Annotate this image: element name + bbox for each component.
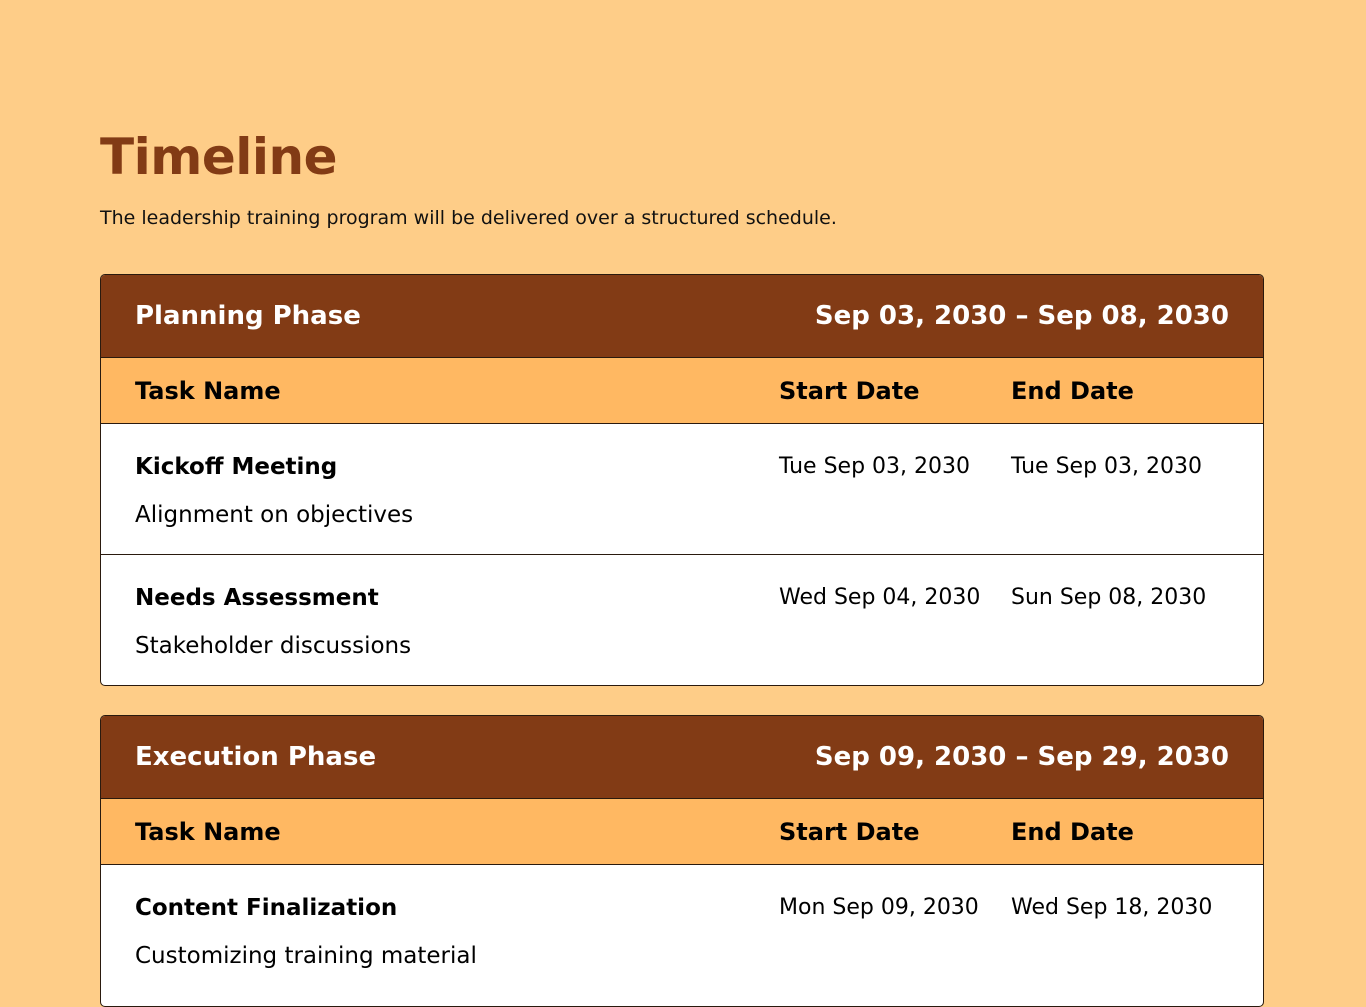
task-start-date: Mon Sep 09, 2030 <box>779 895 979 920</box>
task-end-date: Sun Sep 08, 2030 <box>1011 585 1207 610</box>
phase-name: Execution Phase <box>135 742 377 772</box>
phase-card-execution <box>100 715 1264 1007</box>
task-name: Needs Assessment <box>135 585 379 611</box>
column-header-start-date: Start Date <box>779 376 920 405</box>
phase-header <box>101 275 1263 358</box>
task-description: Alignment on objectives <box>135 502 414 528</box>
column-header-task-name: Task Name <box>135 817 281 846</box>
task-row <box>101 555 1263 685</box>
phase-date-range: Sep 09, 2030 – Sep 29, 2030 <box>814 742 1229 772</box>
task-end-date: Wed Sep 18, 2030 <box>1011 895 1213 920</box>
phase-card-planning <box>100 274 1264 686</box>
task-name: Kickoff Meeting <box>135 454 338 480</box>
column-header-start-date: Start Date <box>779 817 920 846</box>
phase-date-range: Sep 03, 2030 – Sep 08, 2030 <box>814 301 1229 331</box>
column-header-task-name: Task Name <box>135 376 281 405</box>
phase-header <box>101 716 1263 799</box>
page-subtitle: The leadership training program will be delivered over a structured schedule. <box>100 207 837 229</box>
column-header-row <box>101 799 1263 865</box>
task-name: Content Finalization <box>135 895 398 921</box>
task-start-date: Wed Sep 04, 2030 <box>779 585 981 610</box>
column-header-end-date: End Date <box>1011 376 1134 405</box>
phase-name: Planning Phase <box>135 301 361 331</box>
task-end-date: Tue Sep 03, 2030 <box>1011 454 1202 479</box>
task-row <box>101 424 1263 555</box>
page-title: Timeline <box>100 128 338 186</box>
column-header-end-date: End Date <box>1011 817 1134 846</box>
task-row <box>101 865 1263 995</box>
column-header-row <box>101 358 1263 424</box>
task-description: Stakeholder discussions <box>135 633 412 659</box>
task-start-date: Tue Sep 03, 2030 <box>779 454 970 479</box>
task-description: Customizing training material <box>135 943 477 969</box>
